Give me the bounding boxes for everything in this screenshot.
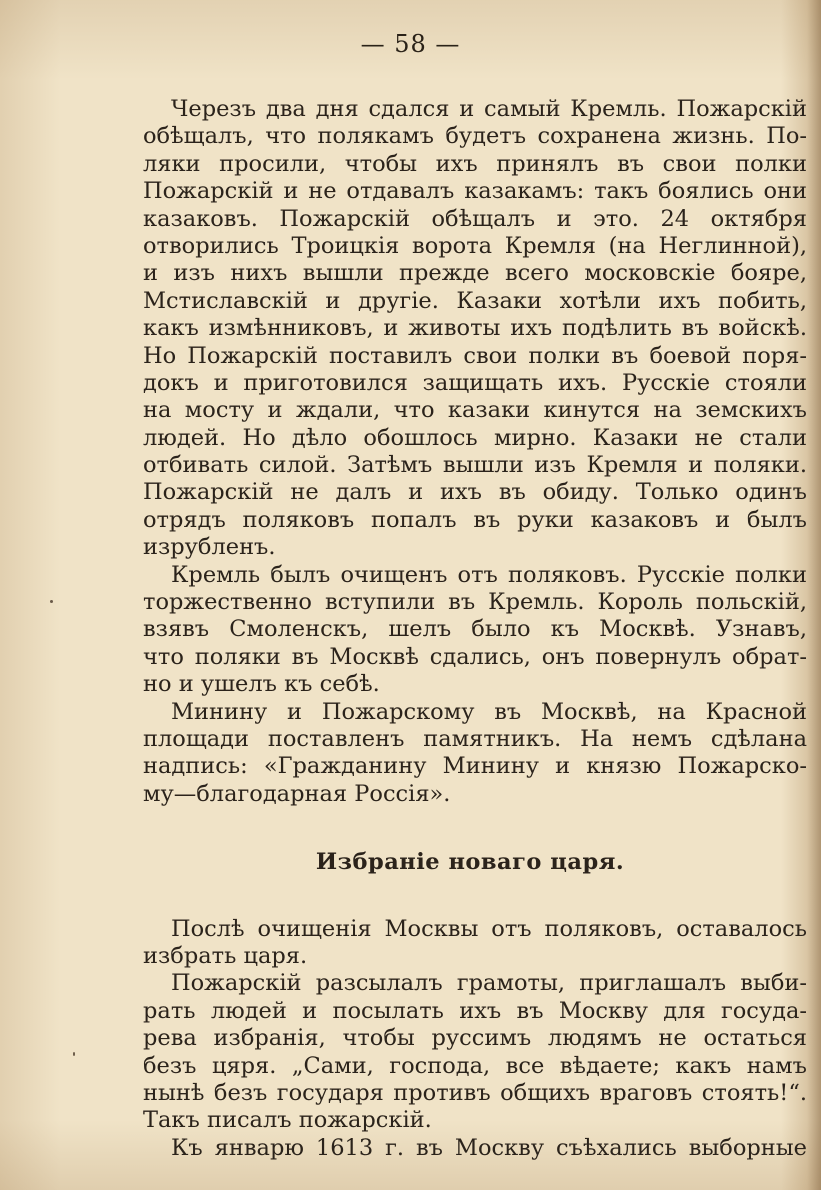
text-line: избрать царя. [143,942,308,969]
text-line: Пожарскій разсылалъ грамоты, приглашалъ выби- [171,970,807,997]
text-line: изрубленъ. [143,534,276,561]
text-line: докъ и приготовился защищать ихъ. Русскіе стояли [143,369,807,396]
text-line: нынѣ безъ государя противъ общихъ враговъ стоять!“. [143,1079,807,1106]
text-line: отворились Троицкія ворота Кремля (на Неглинной), [143,232,807,259]
text-line: надпись: «Гражданину Минину и князю Пожарско- [143,753,807,780]
text-line: торжественно вступили въ Кремль. Король польскій, [143,589,807,616]
text-line: отрядъ поляковъ попалъ въ руки казаковъ и былъ [143,506,807,533]
text-line: обѣщалъ, что полякамъ будетъ сохранена жизнь. По- [143,123,807,150]
text-line: рать людей и посылать ихъ въ Москву для госуда- [143,997,807,1024]
text-line: казаковъ. Пожарскій обѣщалъ и это. 24 октября [143,205,807,232]
text-line: но и ушелъ къ себѣ. [143,671,380,698]
text-line: на мосту и ждали, что казаки кинутся на земскихъ [143,397,807,424]
paragraph [143,96,807,562]
text-line: Кремль былъ очищенъ отъ поляковъ. Русскіе полки [171,561,807,588]
text-line: отбивать силой. Затѣмъ вышли изъ Кремля и поляки. [143,452,807,479]
text-line: Минину и Пожарскому въ Москвѣ, на Красной [171,698,807,725]
text-line: взявъ Смоленскъ, шелъ было къ Москвѣ. Узнавъ, [143,616,807,643]
text-line: му—благодарная Россія». [143,780,451,807]
paragraph [143,916,807,971]
text-line: людей. Но дѣло обошлось мирно. Казаки не стали [143,424,807,451]
paragraph [143,562,807,699]
text-line: площади поставленъ памятникъ. На немъ сдѣлана [143,725,807,752]
paragraph [143,699,807,809]
paragraph [143,970,807,1134]
paragraph [143,1135,807,1162]
text-line: безъ цяря. „Сами, господа, все вѣдаете; какъ намъ [143,1052,807,1079]
text-line: Пожарскій не далъ и ихъ въ обиду. Только одинъ [143,479,807,506]
text-line: Но Пожарскій поставилъ свои полки въ боевой поря- [143,342,807,369]
text-line: Послѣ очищенія Москвы отъ поляковъ, оставалось [171,915,807,942]
text-line: Мстиславскій и другіе. Казаки хотѣли ихъ побить, [143,287,807,314]
text-line: что поляки въ Москвѣ сдались, онъ повернулъ обрат- [143,643,807,670]
text-line: Къ январю 1613 г. въ Москву съѣхались выборные [171,1134,807,1161]
text-line: и изъ нихъ вышли прежде всего московскіе бояре, [143,260,807,287]
text-section-top [143,96,807,808]
text-line: ляки просили, чтобы ихъ принялъ въ свои полки [143,150,807,177]
paper-speck [50,600,53,603]
text-line: Такъ писалъ пожарскій. [143,1107,432,1134]
paper-speck [73,1052,75,1056]
page-text [143,96,807,1162]
section-heading: Избраніе новаго царя. [315,849,625,876]
text-line: Черезъ два дня сдался и самый Кремль. Пожарскій [171,96,807,122]
text-line: рева избранія, чтобы руссимъ людямъ не остаться [143,1025,807,1052]
text-section-bottom [143,916,807,1163]
page-number: — 58 — [360,30,461,58]
text-line: какъ измѣнниковъ, и животы ихъ подѣлить въ войскѣ. [143,315,807,342]
text-line: Пожарскій и не отдавалъ казакамъ: такъ боялись они [143,178,807,205]
